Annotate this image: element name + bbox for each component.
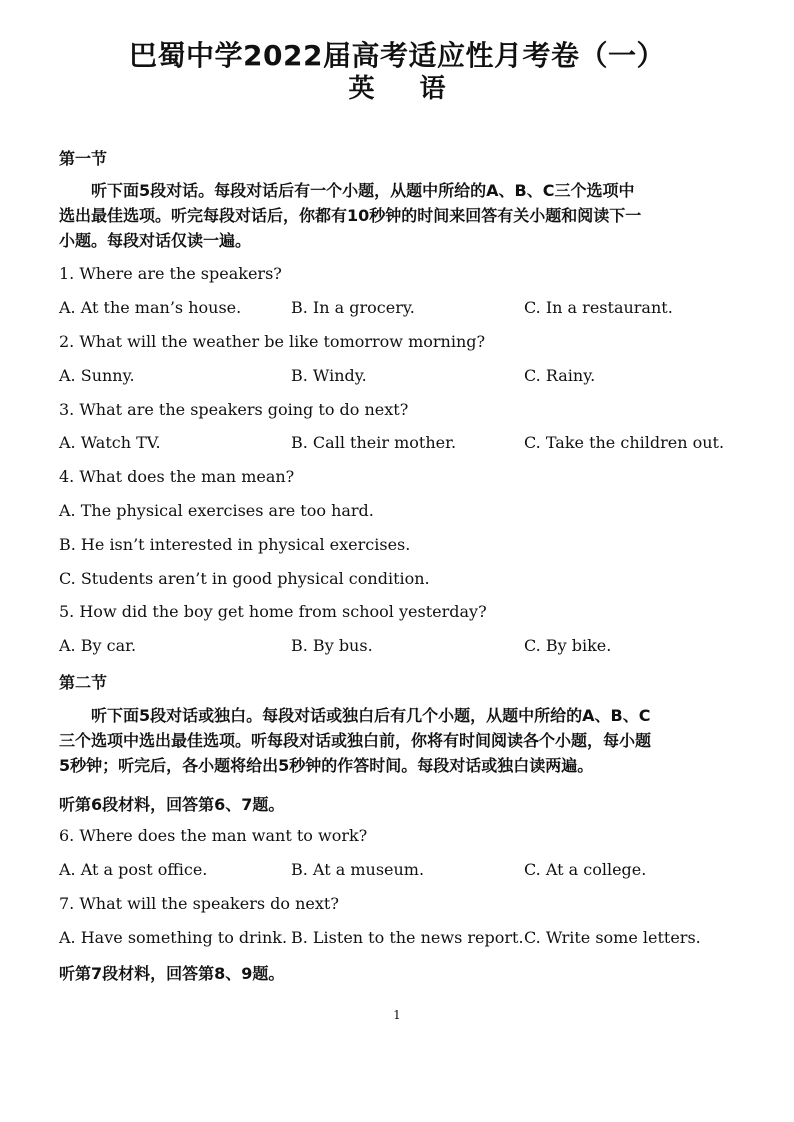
q2-option-c: C. Rainy. <box>524 366 596 385</box>
material-6-instruction: 听第6段材料，回答第6、7题。 <box>59 795 285 814</box>
instruction-line: 小题。每段对话仅读一遍。 <box>59 231 252 250</box>
q1-option-a: A. At the man’s house. <box>59 298 242 317</box>
q1-option-c: C. In a restaurant. <box>524 298 673 317</box>
q5-option-b: B. By bus. <box>291 636 373 655</box>
instruction-line: 三个选项中选出最佳选项。听每段对话或独白前，你将有时间阅读各个小题，每小题 <box>59 731 652 750</box>
q2-option-a: A. Sunny. <box>59 366 135 385</box>
q7-option-a: A. Have something to drink. <box>59 928 288 947</box>
section2-instructions <box>59 703 735 778</box>
q3-option-b: B. Call their mother. <box>291 433 457 452</box>
q6-option-c: C. At a college. <box>524 860 647 879</box>
section1-instructions <box>59 178 735 253</box>
q1-option-b: B. In a grocery. <box>291 298 415 317</box>
question-3: 3. What are the speakers going to do next? <box>59 400 409 419</box>
question-5: 5. How did the boy get home from school yesterday? <box>59 602 487 621</box>
instruction-line: 5秒钟；听完后，各小题将给出5秒钟的作答时间。每段对话或独白读两遍。 <box>59 756 594 775</box>
q3-option-a: A. Watch TV. <box>59 433 161 452</box>
q7-option-c: C. Write some letters. <box>524 928 701 947</box>
instruction-line: 选出最佳选项。听完每段对话后，你都有10秒钟的时间来回答有关小题和阅读下一 <box>59 206 642 225</box>
question-7: 7. What will the speakers do next? <box>59 894 339 913</box>
instruction-line: 听下面5段对话或独白。每段对话或独白后有几个小题，从题中所给的A、B、C <box>91 706 651 725</box>
section1-heading: 第一节 <box>59 149 108 168</box>
q4-option-a: A. The physical exercises are too hard. <box>59 501 374 520</box>
q7-option-b: B. Listen to the news report. <box>291 928 524 947</box>
material-7-instruction: 听第7段材料，回答第8、9题。 <box>59 964 285 983</box>
question-6: 6. Where does the man want to work? <box>59 826 368 845</box>
q5-option-c: C. By bike. <box>524 636 612 655</box>
q6-option-a: A. At a post office. <box>59 860 208 879</box>
q4-option-c: C. Students aren’t in good physical condition. <box>59 569 430 588</box>
instruction-line: 听下面5段对话。每段对话后有一个小题，从题中所给的A、B、C三个选项中 <box>91 181 635 200</box>
exam-title: 巴蜀中学2022届高考适应性月考卷（一） <box>129 39 665 72</box>
page-number: 1 <box>393 1008 401 1022</box>
q6-option-b: B. At a museum. <box>291 860 425 879</box>
q2-option-b: B. Windy. <box>291 366 367 385</box>
subject-title: 英 语 <box>348 74 464 104</box>
question-4: 4. What does the man mean? <box>59 467 295 486</box>
q4-option-b: B. He isn’t interested in physical exercises. <box>59 535 411 554</box>
section2-heading: 第二节 <box>59 673 108 692</box>
q3-option-c: C. Take the children out. <box>524 433 725 452</box>
question-2: 2. What will the weather be like tomorrow morning? <box>59 332 486 351</box>
q5-option-a: A. By car. <box>59 636 137 655</box>
question-1: 1. Where are the speakers? <box>59 264 282 283</box>
